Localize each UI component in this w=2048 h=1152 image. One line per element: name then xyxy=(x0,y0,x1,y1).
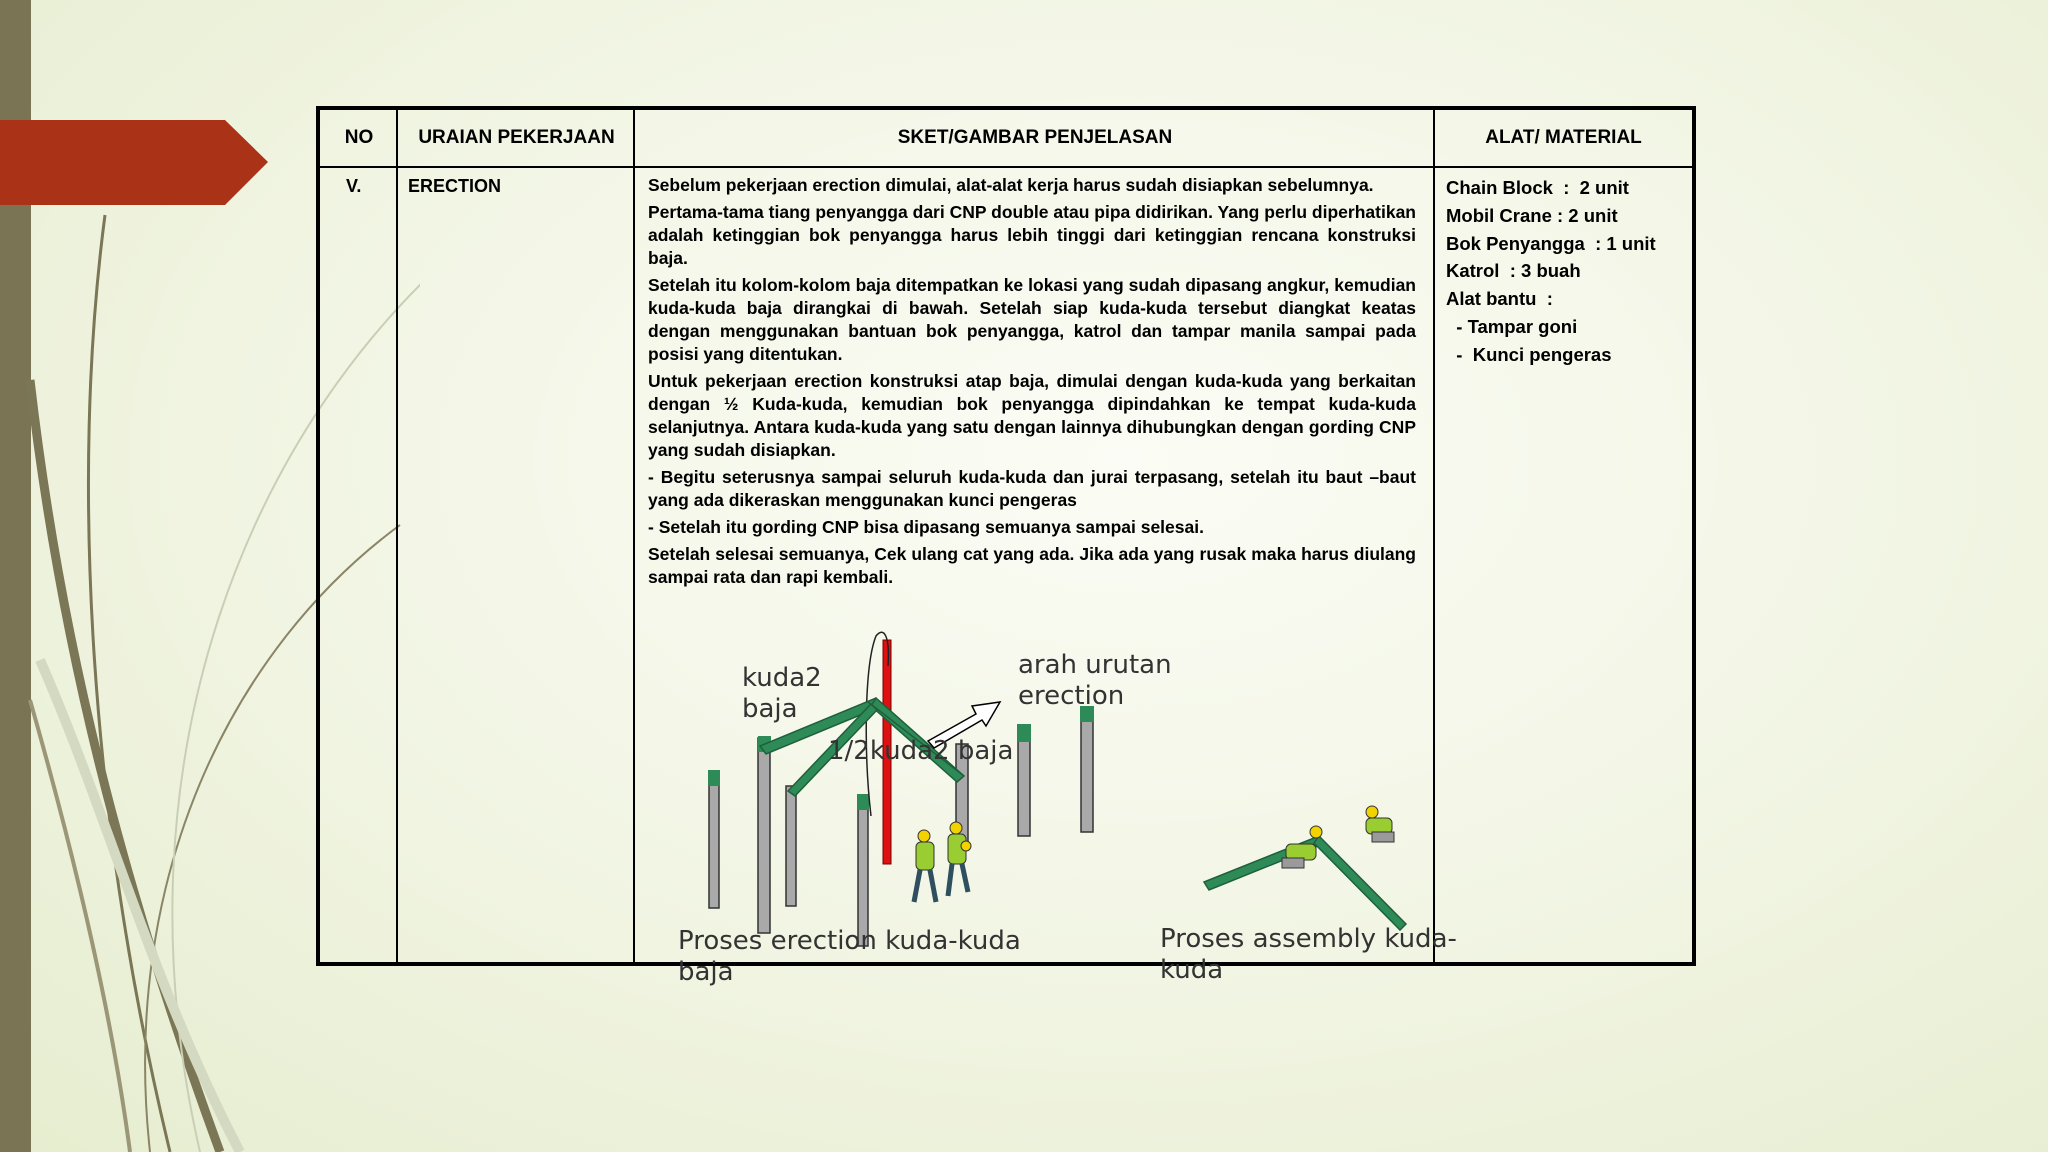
paragraph: Pertama-tama tiang penyangga dari CNP double atau pipa didirikan. Yang perlu diperhatikan adalah ketinggian bok penyangga harus lebih tinggi dari ketinggian rencana konstruksi baja. xyxy=(648,202,1416,268)
material-item: Bok Penyangga : 1 unit xyxy=(1446,232,1656,254)
paragraph: Setelah selesai semuanya, Cek ulang cat yang ada. Jika ada yang rusak maka harus diulang sampai rata dan rapi kembali. xyxy=(648,544,1416,587)
accent-arrow-tab xyxy=(0,120,268,205)
header-uraian: URAIAN PEKERJAAN xyxy=(418,127,615,148)
label-kuda-baja: kuda2 baja xyxy=(742,663,822,724)
material-item: - Kunci pengeras xyxy=(1446,343,1612,365)
caption-assembly: Proses assembly kuda- kuda xyxy=(1160,924,1457,985)
header-sketsa: SKET/GAMBAR PENJELASAN xyxy=(897,127,1173,148)
header-alat: ALAT/ MATERIAL xyxy=(1485,127,1642,148)
label-half-truss: 1/2kuda2 baja xyxy=(828,736,1014,766)
erection-sketch xyxy=(316,106,1516,1006)
paragraph: Sebelum pekerjaan erection dimulai, alat-alat kerja harus sudah disiapkan sebelumnya. xyxy=(648,175,1374,195)
label-arah-erection: arah urutan erection xyxy=(1018,650,1172,711)
paragraph: Setelah itu kolom-kolom baja ditempatkan ke lokasi yang sudah dipasang angkur, kemudian kuda-kuda baja dirangkai di bawah. Setelah siap kuda-kuda tersebut diangkat keatas dengan menggunakan bantuan bok penyangga, katrol dan tampar manila sampai pada posisi yang ditentukan. xyxy=(648,275,1416,364)
worker-figures xyxy=(914,822,971,902)
row-no: V. xyxy=(346,176,362,196)
material-item: - Tampar goni xyxy=(1446,315,1578,337)
material-item: Katrol : 3 buah xyxy=(1446,260,1581,282)
paragraph: Untuk pekerjaan erection konstruksi atap baja, dimulai dengan kuda-kuda yang berkaitan dengan ½ Kuda-kuda, kemudian bok penyangga dipindahkan ke tempat kuda-kuda selanjutnya. Antara kuda-kuda yang satu dengan lainnya dihubungkan dengan gording CNP yang sudah disiapkan. xyxy=(648,371,1416,460)
row-uraian: ERECTION xyxy=(408,176,502,196)
material-item: Mobil Crane : 2 unit xyxy=(1446,204,1618,226)
paragraph: - Begitu seterusnya sampai seluruh kuda-kuda dan jurai terpasang, setelah itu baut –baut yang ada dikeraskan menggunakan kunci pengeras xyxy=(648,467,1416,510)
caption-erection: Proses erection kuda-kuda baja xyxy=(678,926,1021,987)
header-no: NO xyxy=(344,127,374,148)
paragraph: - Setelah itu gording CNP bisa dipasang semuanya sampai selesai. xyxy=(648,517,1204,537)
material-item: Chain Block : 2 unit xyxy=(1446,177,1629,198)
material-item: Alat bantu : xyxy=(1446,288,1553,310)
